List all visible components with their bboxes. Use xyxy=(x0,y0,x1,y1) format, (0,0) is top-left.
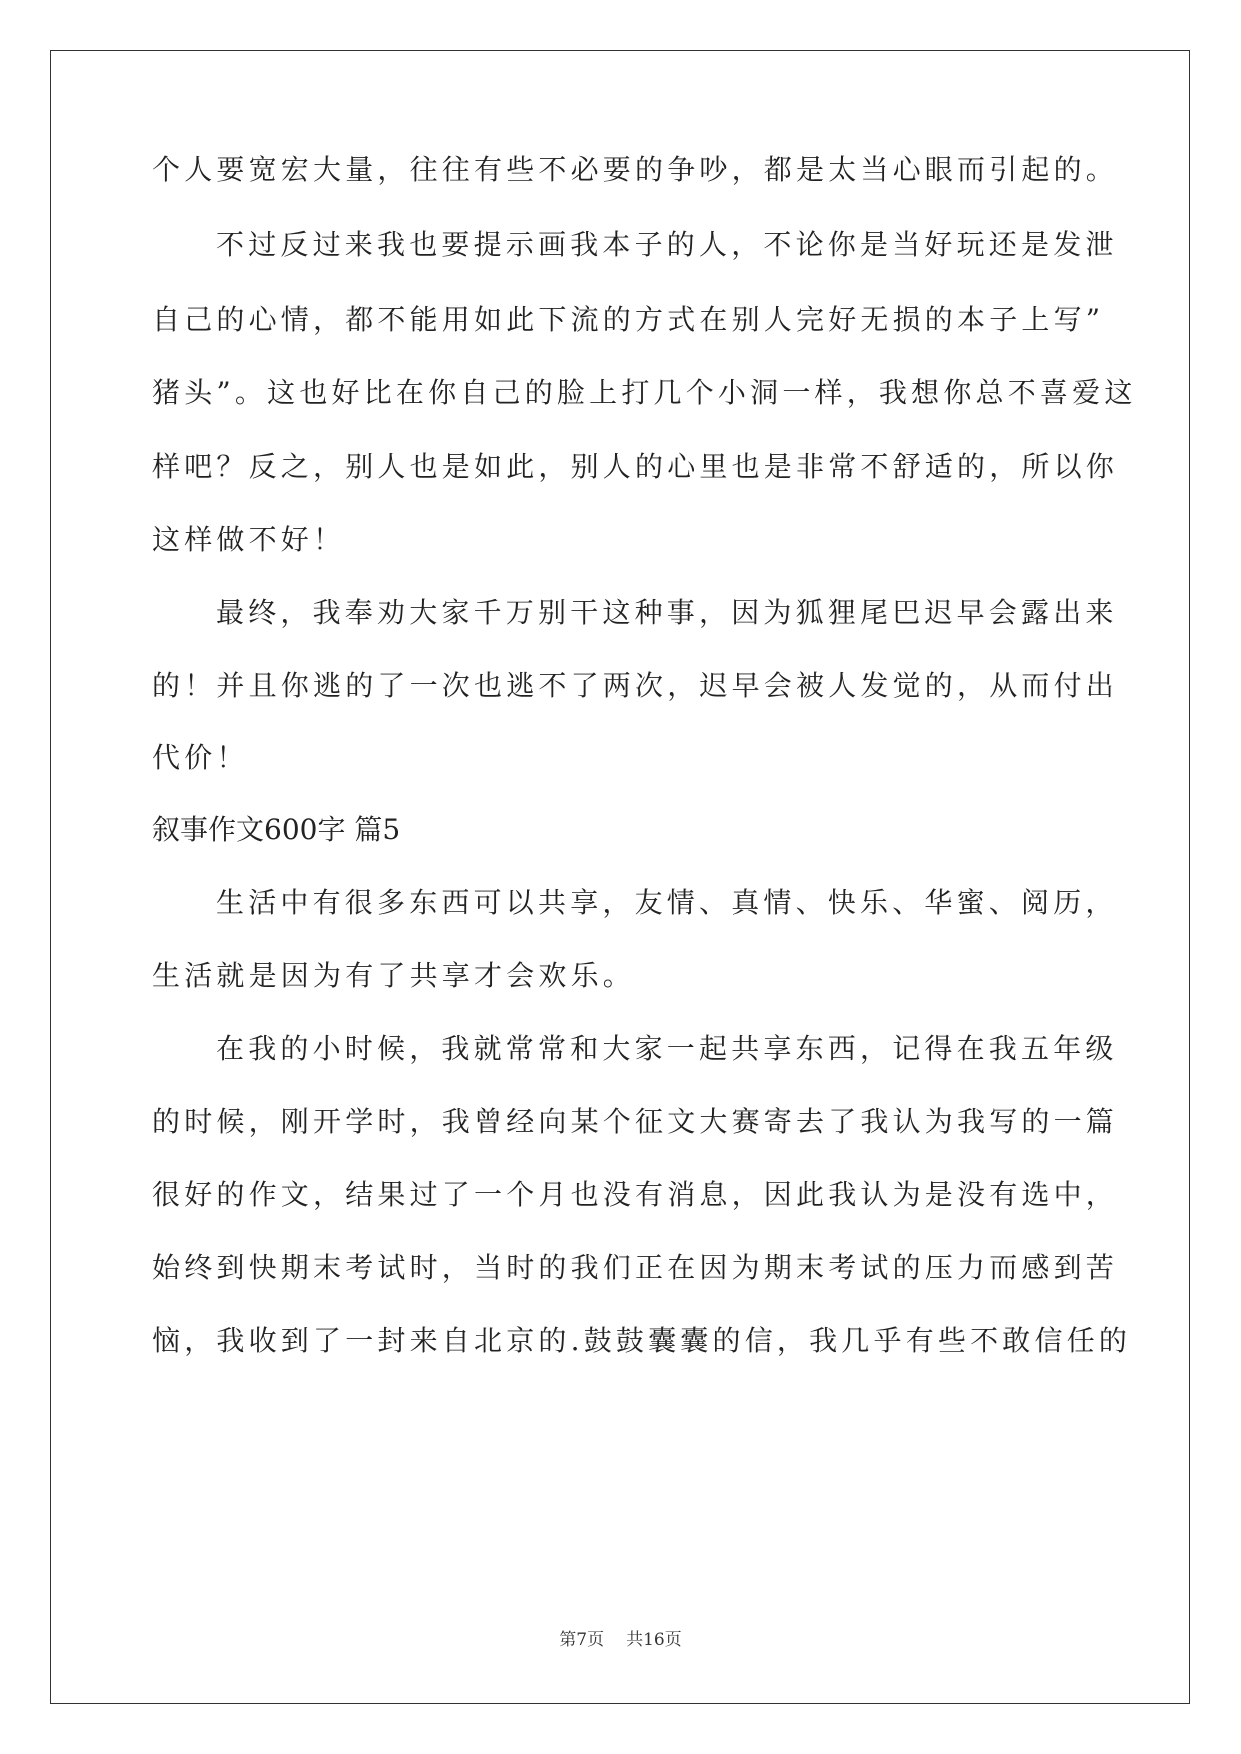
text-line: 猪头”。这也好比在你自己的脸上打几个小洞一样，我想你总不喜爱这 xyxy=(152,376,1137,409)
text-line: 样吧？反之，别人也是如此，别人的心里也是非常不舒适的，所以你 xyxy=(152,450,1119,483)
text-line: 自己的心情，都不能用如此下流的方式在别人完好无损的本子上写” xyxy=(152,303,1105,336)
text-line: 始终到快期末考试时，当时的我们正在因为期末考试的压力而感到苦 xyxy=(152,1251,1119,1284)
text-line: 个人要宽宏大量，往往有些不必要的争吵，都是太当心眼而引起的。 xyxy=(152,153,1119,186)
text-line: 这样做不好！ xyxy=(152,523,346,556)
page-footer xyxy=(0,1625,1241,1650)
page-number: 第7页 xyxy=(559,1630,605,1650)
text-line: 的时候，刚开学时，我曾经向某个征文大赛寄去了我认为我写的一篇 xyxy=(152,1105,1119,1138)
page-border xyxy=(50,50,1190,1704)
text-line: 代价！ xyxy=(152,741,249,774)
text-line: 的！并且你逃的了一次也逃不了两次，迟早会被人发觉的，从而付出 xyxy=(152,669,1119,702)
text-line: 生活就是因为有了共享才会欢乐。 xyxy=(152,959,636,992)
text-line: 恼，我收到了一封来自北京的.鼓鼓囊囊的信，我几乎有些不敢信任的 xyxy=(152,1324,1132,1357)
text-line: 生活中有很多东西可以共享，友情、真情、快乐、华蜜、阅历， xyxy=(216,886,1118,919)
text-line: 很好的作文，结果过了一个月也没有消息，因此我认为是没有选中， xyxy=(152,1178,1119,1211)
total-pages: 共16页 xyxy=(626,1630,682,1650)
section-heading: 叙事作文600字 篇5 xyxy=(152,813,401,846)
text-line: 不过反过来我也要提示画我本子的人，不论你是当好玩还是发泄 xyxy=(216,228,1118,261)
text-line: 在我的小时候，我就常常和大家一起共享东西，记得在我五年级 xyxy=(216,1032,1118,1065)
text-line: 最终，我奉劝大家千万别干这种事，因为狐狸尾巴迟早会露出来 xyxy=(216,596,1118,629)
